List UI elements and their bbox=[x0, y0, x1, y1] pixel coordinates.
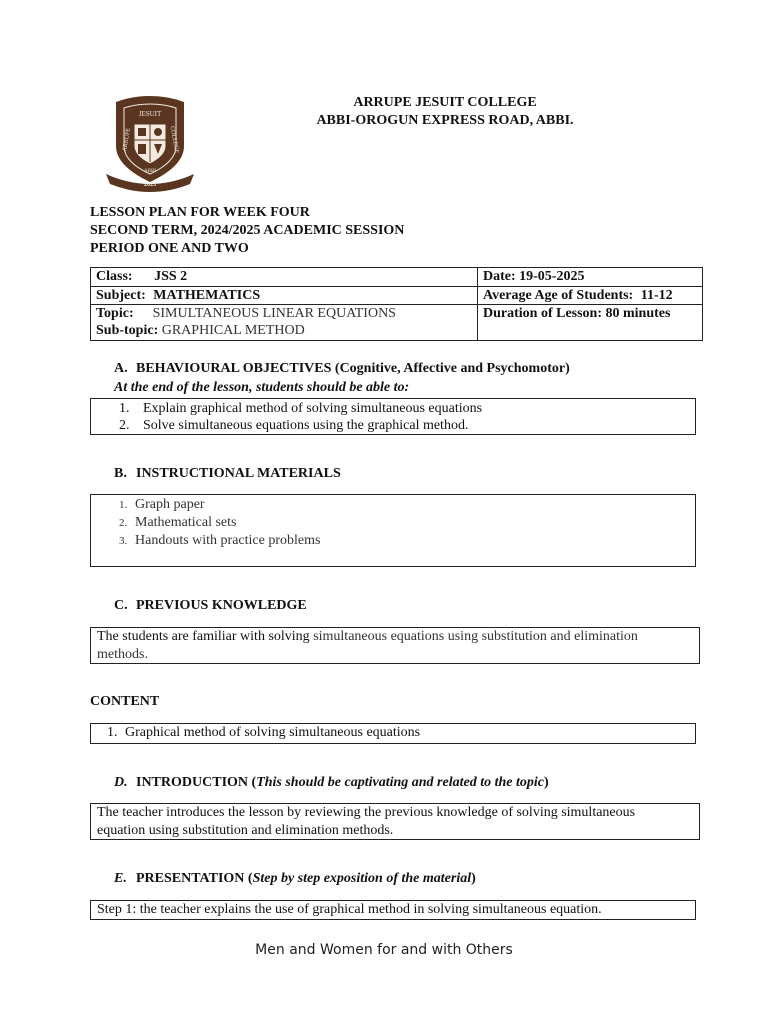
age-cell bbox=[478, 287, 703, 305]
introduction-line1: The teacher introduces the lesson by reviewing the previous knowledge of solving simultaneous bbox=[97, 805, 636, 820]
previous-title: PREVIOUS KNOWLEDGE bbox=[136, 598, 307, 613]
class-label: Class: bbox=[96, 269, 133, 284]
presentation-subtitle: Step by step exposition of the material bbox=[252, 871, 472, 886]
previous-text-a: The students are familiar with solving bbox=[97, 629, 314, 644]
introduction-heading bbox=[114, 775, 549, 791]
plan-week: LESSON PLAN FOR WEEK FOUR bbox=[90, 205, 310, 220]
plan-period: PERIOD ONE AND TWO bbox=[90, 241, 249, 256]
objectives-heading bbox=[114, 361, 570, 377]
subtopic-value: GRAPHICAL METHOD bbox=[161, 323, 305, 338]
school-address: ABBI-OROGUN EXPRESS ROAD, ABBI. bbox=[316, 113, 574, 128]
previous-box bbox=[90, 627, 700, 664]
list-item: 1. Explain graphical method of solving simultaneous equations bbox=[119, 401, 483, 416]
list-item: 3. Handouts with practice problems bbox=[119, 533, 321, 548]
school-name: ARRUPE JESUIT COLLEGE bbox=[353, 95, 537, 110]
previous-letter: C. bbox=[114, 598, 128, 613]
content-list bbox=[107, 724, 695, 741]
objectives-intro: At the end of the lesson, students should be able to: bbox=[114, 380, 410, 395]
logo-text-right: COLLEGE bbox=[168, 125, 180, 154]
plan-term: SECOND TERM, 2024/2025 ACADEMIC SESSION bbox=[90, 223, 405, 238]
topic-value: SIMULTANEOUS LINEAR EQUATIONS bbox=[152, 306, 396, 321]
previous-text-b: simultaneous equations using substitution and elimination bbox=[313, 629, 638, 644]
introduction-line2: equation using substitution and elimination methods. bbox=[97, 823, 394, 838]
content-box bbox=[90, 723, 696, 744]
subject-label: Subject: bbox=[96, 288, 146, 303]
lesson-info-table bbox=[90, 267, 703, 341]
materials-letter: B. bbox=[114, 466, 127, 481]
presentation-title: PRESENTATION ( bbox=[136, 871, 253, 886]
duration-cell: Duration of Lesson: 80 minutes bbox=[478, 305, 703, 341]
plan-heading bbox=[90, 204, 404, 258]
school-crest-logo bbox=[102, 94, 198, 192]
content-heading: CONTENT bbox=[90, 694, 160, 709]
objectives-list bbox=[119, 400, 695, 434]
previous-text-c: methods. bbox=[97, 647, 148, 662]
previous-heading bbox=[114, 598, 307, 614]
topic-label: Topic: bbox=[96, 306, 134, 321]
materials-heading bbox=[114, 466, 341, 482]
materials-list bbox=[119, 496, 695, 550]
objectives-title: BEHAVIOURAL OBJECTIVES (Cognitive, Affective and Psychomotor) bbox=[136, 361, 570, 376]
presentation-step1: Step 1: the teacher explains the use of graphical method in solving simultaneous equation. bbox=[97, 902, 602, 917]
page-footer: Men and Women for and with Others bbox=[255, 942, 513, 958]
introduction-subtitle: This should be captivating and related to the topic bbox=[256, 775, 544, 790]
list-item: 2. Solve simultaneous equations using the graphical method. bbox=[119, 418, 469, 433]
introduction-letter: D. bbox=[114, 775, 128, 790]
materials-title: INSTRUCTIONAL MATERIALS bbox=[136, 466, 341, 481]
logo-text-left: ARRUPE bbox=[122, 127, 133, 153]
introduction-close: ) bbox=[543, 775, 549, 790]
materials-box bbox=[90, 494, 696, 567]
objectives-box bbox=[90, 398, 696, 435]
date-cell: Date: 19-05-2025 bbox=[478, 268, 703, 287]
list-item: 1. Graph paper bbox=[119, 497, 205, 512]
class-cell bbox=[91, 268, 478, 287]
subject-value: MATHEMATICS bbox=[153, 288, 261, 303]
presentation-heading bbox=[114, 871, 476, 887]
age-value: 11-12 bbox=[640, 288, 673, 303]
presentation-close: ) bbox=[471, 871, 476, 886]
logo-text-top: JESUIT bbox=[138, 110, 162, 118]
subtopic-label: Sub-topic: bbox=[96, 323, 159, 338]
topic-cell bbox=[91, 305, 478, 341]
presentation-letter: E. bbox=[114, 871, 127, 886]
logo-text-bottom: ABBI bbox=[144, 169, 156, 174]
introduction-title: INTRODUCTION ( bbox=[136, 775, 257, 790]
logo-year: 2023 bbox=[144, 182, 156, 188]
presentation-box bbox=[90, 900, 696, 920]
age-label: Average Age of Students: bbox=[483, 288, 634, 303]
introduction-box bbox=[90, 803, 700, 840]
class-value: JSS 2 bbox=[154, 269, 188, 284]
list-item: 2. Mathematical sets bbox=[119, 515, 237, 530]
objectives-letter: A. bbox=[114, 361, 128, 376]
subject-cell bbox=[91, 287, 478, 305]
list-item: 1. Graphical method of solving simultaneous equations bbox=[107, 725, 421, 740]
